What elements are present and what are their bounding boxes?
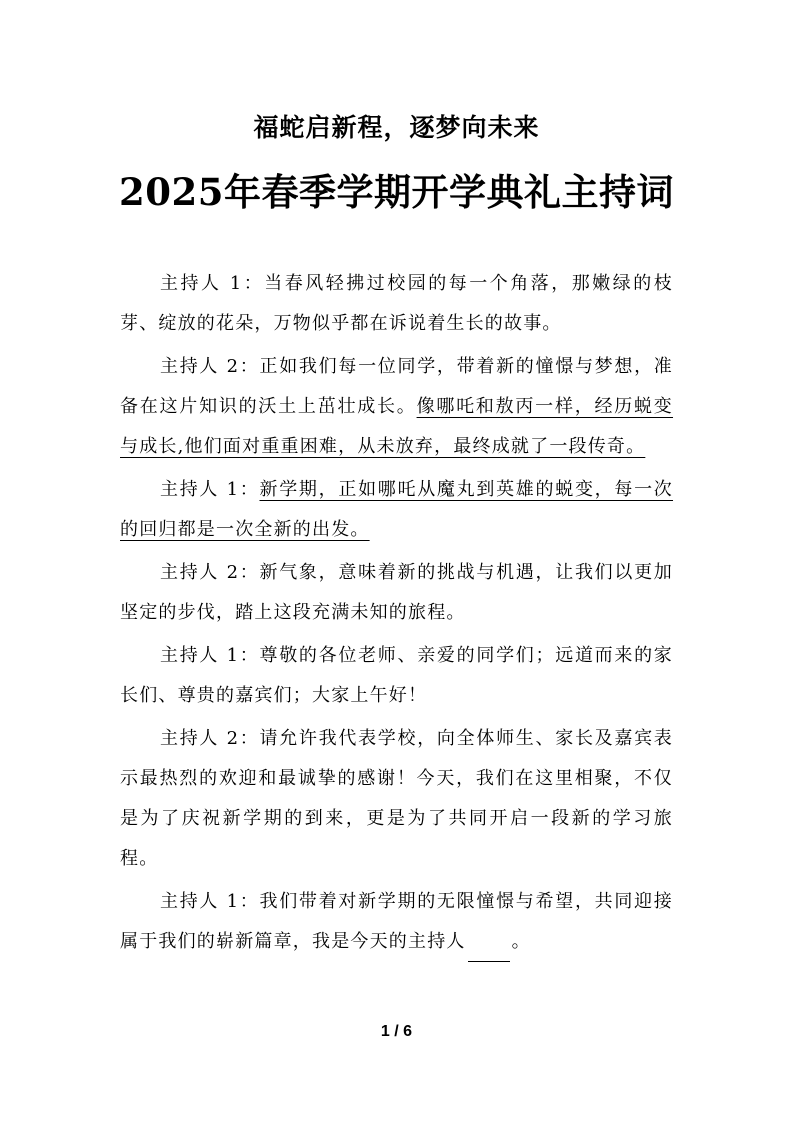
- paragraph: [120, 264, 673, 344]
- speaker-label: 主持人 2：: [160, 356, 260, 377]
- paragraph-text: 尊敬的各位老师、亲爱的同学们；远道而来的家长们、尊贵的嘉宾们；大家上午好！: [120, 645, 674, 706]
- paragraph-text: 当春风轻拂过校园的每一个角落，那嫩绿的枝芽、绽放的花朵，万物似乎都在诉说着生长的故事。: [120, 273, 674, 334]
- name-blank: [468, 935, 510, 962]
- paragraph-text: 我们带着对新学期的无限憧憬与希望，共同迎接属于我们的崭新篇章，我是今天的主持人: [120, 891, 674, 952]
- speaker-label: 主持人 1：: [160, 479, 260, 500]
- paragraph-text: 请允许我代表学校，向全体师生、家长及嘉宾表示最热烈的欢迎和最诚挚的感谢！今天，我们在这里相聚，不仅是为了庆祝新学期的到来，更是为了共同开启一段新的学习旅程。: [120, 728, 674, 869]
- paragraph-text: 新气象，意味着新的挑战与机遇，让我们以更加坚定的步伐，踏上这段充满未知的旅程。: [120, 562, 674, 623]
- paragraph: [120, 553, 673, 633]
- document-subtitle: 福蛇启新程，逐梦向未来: [253, 113, 540, 142]
- speaker-label: 主持人 1：: [160, 273, 265, 294]
- paragraph: [120, 470, 673, 550]
- paragraph: [120, 347, 673, 467]
- final-period: 。: [511, 931, 531, 952]
- paragraph-text: 正如我们每一位同学，带着新的憧憬与梦想，准备在这片知识的沃土上茁壮成长。: [120, 356, 674, 417]
- speaker-label: 主持人 2：: [160, 728, 260, 749]
- underlined-text: 像哪吒和敖丙一样，经历蜕变与成长,他们面对重重困难，从未放弃，最终成就了一段传奇。: [120, 396, 674, 457]
- document-title: 2025年春季学期开学典礼主持词: [119, 170, 674, 214]
- speaker-label: 主持人 1：: [160, 645, 260, 666]
- paragraph: [120, 719, 673, 879]
- paragraph: [120, 882, 673, 962]
- speaker-label: 主持人 1：: [160, 891, 260, 912]
- underlined-text: 新学期，正如哪吒从魔丸到英雄的蜕变，每一次的回归都是一次全新的出发。: [120, 479, 674, 540]
- speaker-label: 主持人 2：: [160, 562, 260, 583]
- document-body: [120, 264, 673, 965]
- paragraph: [120, 636, 673, 716]
- page-number: 1 / 6: [380, 1023, 413, 1040]
